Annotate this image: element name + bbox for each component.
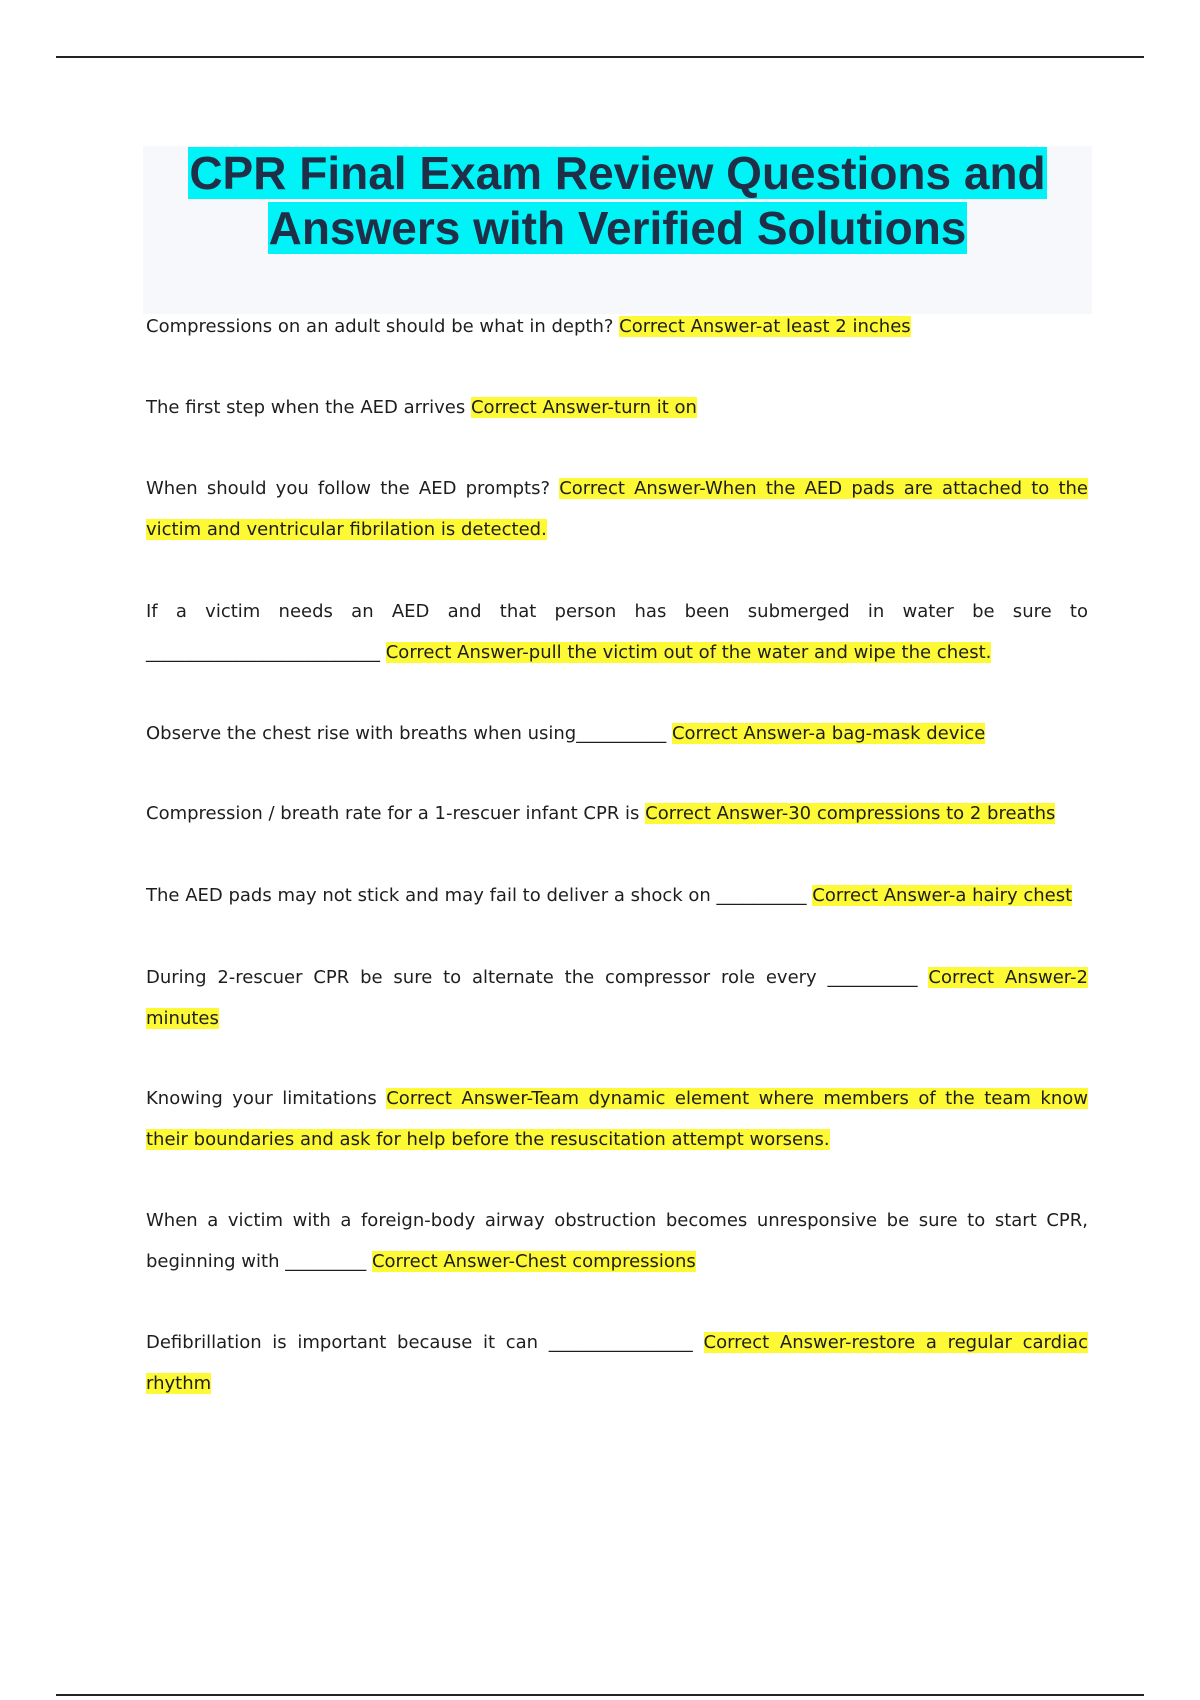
qa-item-11 bbox=[146, 1322, 1088, 1404]
title-line-2: Answers with Verified Solutions bbox=[268, 202, 967, 254]
qa-item-9 bbox=[146, 1078, 1088, 1160]
question-text: During 2-rescuer CPR be sure to alternate the compressor role every __________ bbox=[146, 967, 918, 988]
question-text: Observe the chest rise with breaths when using__________ bbox=[146, 723, 667, 744]
answer-text: Correct Answer-a bag-mask device bbox=[671, 723, 986, 744]
question-text: Defibrillation is important because it can ________________ bbox=[146, 1332, 693, 1353]
qa-item-4 bbox=[146, 591, 1088, 673]
question-text: Compressions on an adult should be what in depth? bbox=[146, 316, 614, 337]
qa-item-7 bbox=[146, 875, 1088, 916]
question-text: Compression / breath rate for a 1-rescuer infant CPR is bbox=[146, 803, 640, 824]
answer-text: Correct Answer-2 minutes bbox=[146, 967, 1088, 1029]
question-text: The AED pads may not stick and may fail to deliver a shock on __________ bbox=[146, 885, 807, 906]
question-text: If a victim needs an AED and that person has been submerged in water be sure to __________________________ bbox=[146, 601, 1088, 663]
question-text: When a victim with a foreign-body airway obstruction becomes unresponsive be sure to start CPR, beginning with _________ bbox=[146, 1210, 1088, 1272]
answer-text: Correct Answer-Team dynamic element where members of the team know their boundaries and ask for help before the resuscitation attempt worsens. bbox=[146, 1088, 1088, 1150]
document-title bbox=[143, 146, 1092, 256]
answer-text: Correct Answer-pull the victim out of the water and wipe the chest. bbox=[385, 642, 992, 663]
answer-text: Correct Answer-a hairy chest bbox=[812, 885, 1073, 906]
qa-item-3 bbox=[146, 468, 1088, 550]
answer-text: Correct Answer-Chest compressions bbox=[371, 1251, 696, 1272]
answer-text: Correct Answer-at least 2 inches bbox=[619, 316, 911, 337]
title-line-1: CPR Final Exam Review Questions and bbox=[189, 147, 1046, 199]
answer-text: Correct Answer-When the AED pads are attached to the victim and ventricular fibrilation is detected. bbox=[146, 478, 1088, 540]
answer-text: Correct Answer-turn it on bbox=[470, 397, 697, 418]
answer-text: Correct Answer-restore a regular cardiac rhythm bbox=[146, 1332, 1088, 1394]
qa-item-10 bbox=[146, 1200, 1088, 1282]
bottom-divider bbox=[56, 1694, 1144, 1696]
top-divider bbox=[56, 56, 1144, 58]
qa-item-1 bbox=[146, 306, 1088, 347]
qa-item-2 bbox=[146, 387, 1088, 428]
qa-item-5 bbox=[146, 713, 1088, 754]
answer-text: Correct Answer-30 compressions to 2 breaths bbox=[645, 803, 1056, 824]
question-text: The first step when the AED arrives bbox=[146, 397, 466, 418]
question-text: When should you follow the AED prompts? bbox=[146, 478, 551, 499]
question-text: Knowing your limitations bbox=[146, 1088, 377, 1109]
qa-item-8 bbox=[146, 957, 1088, 1039]
qa-item-6 bbox=[146, 793, 1088, 834]
